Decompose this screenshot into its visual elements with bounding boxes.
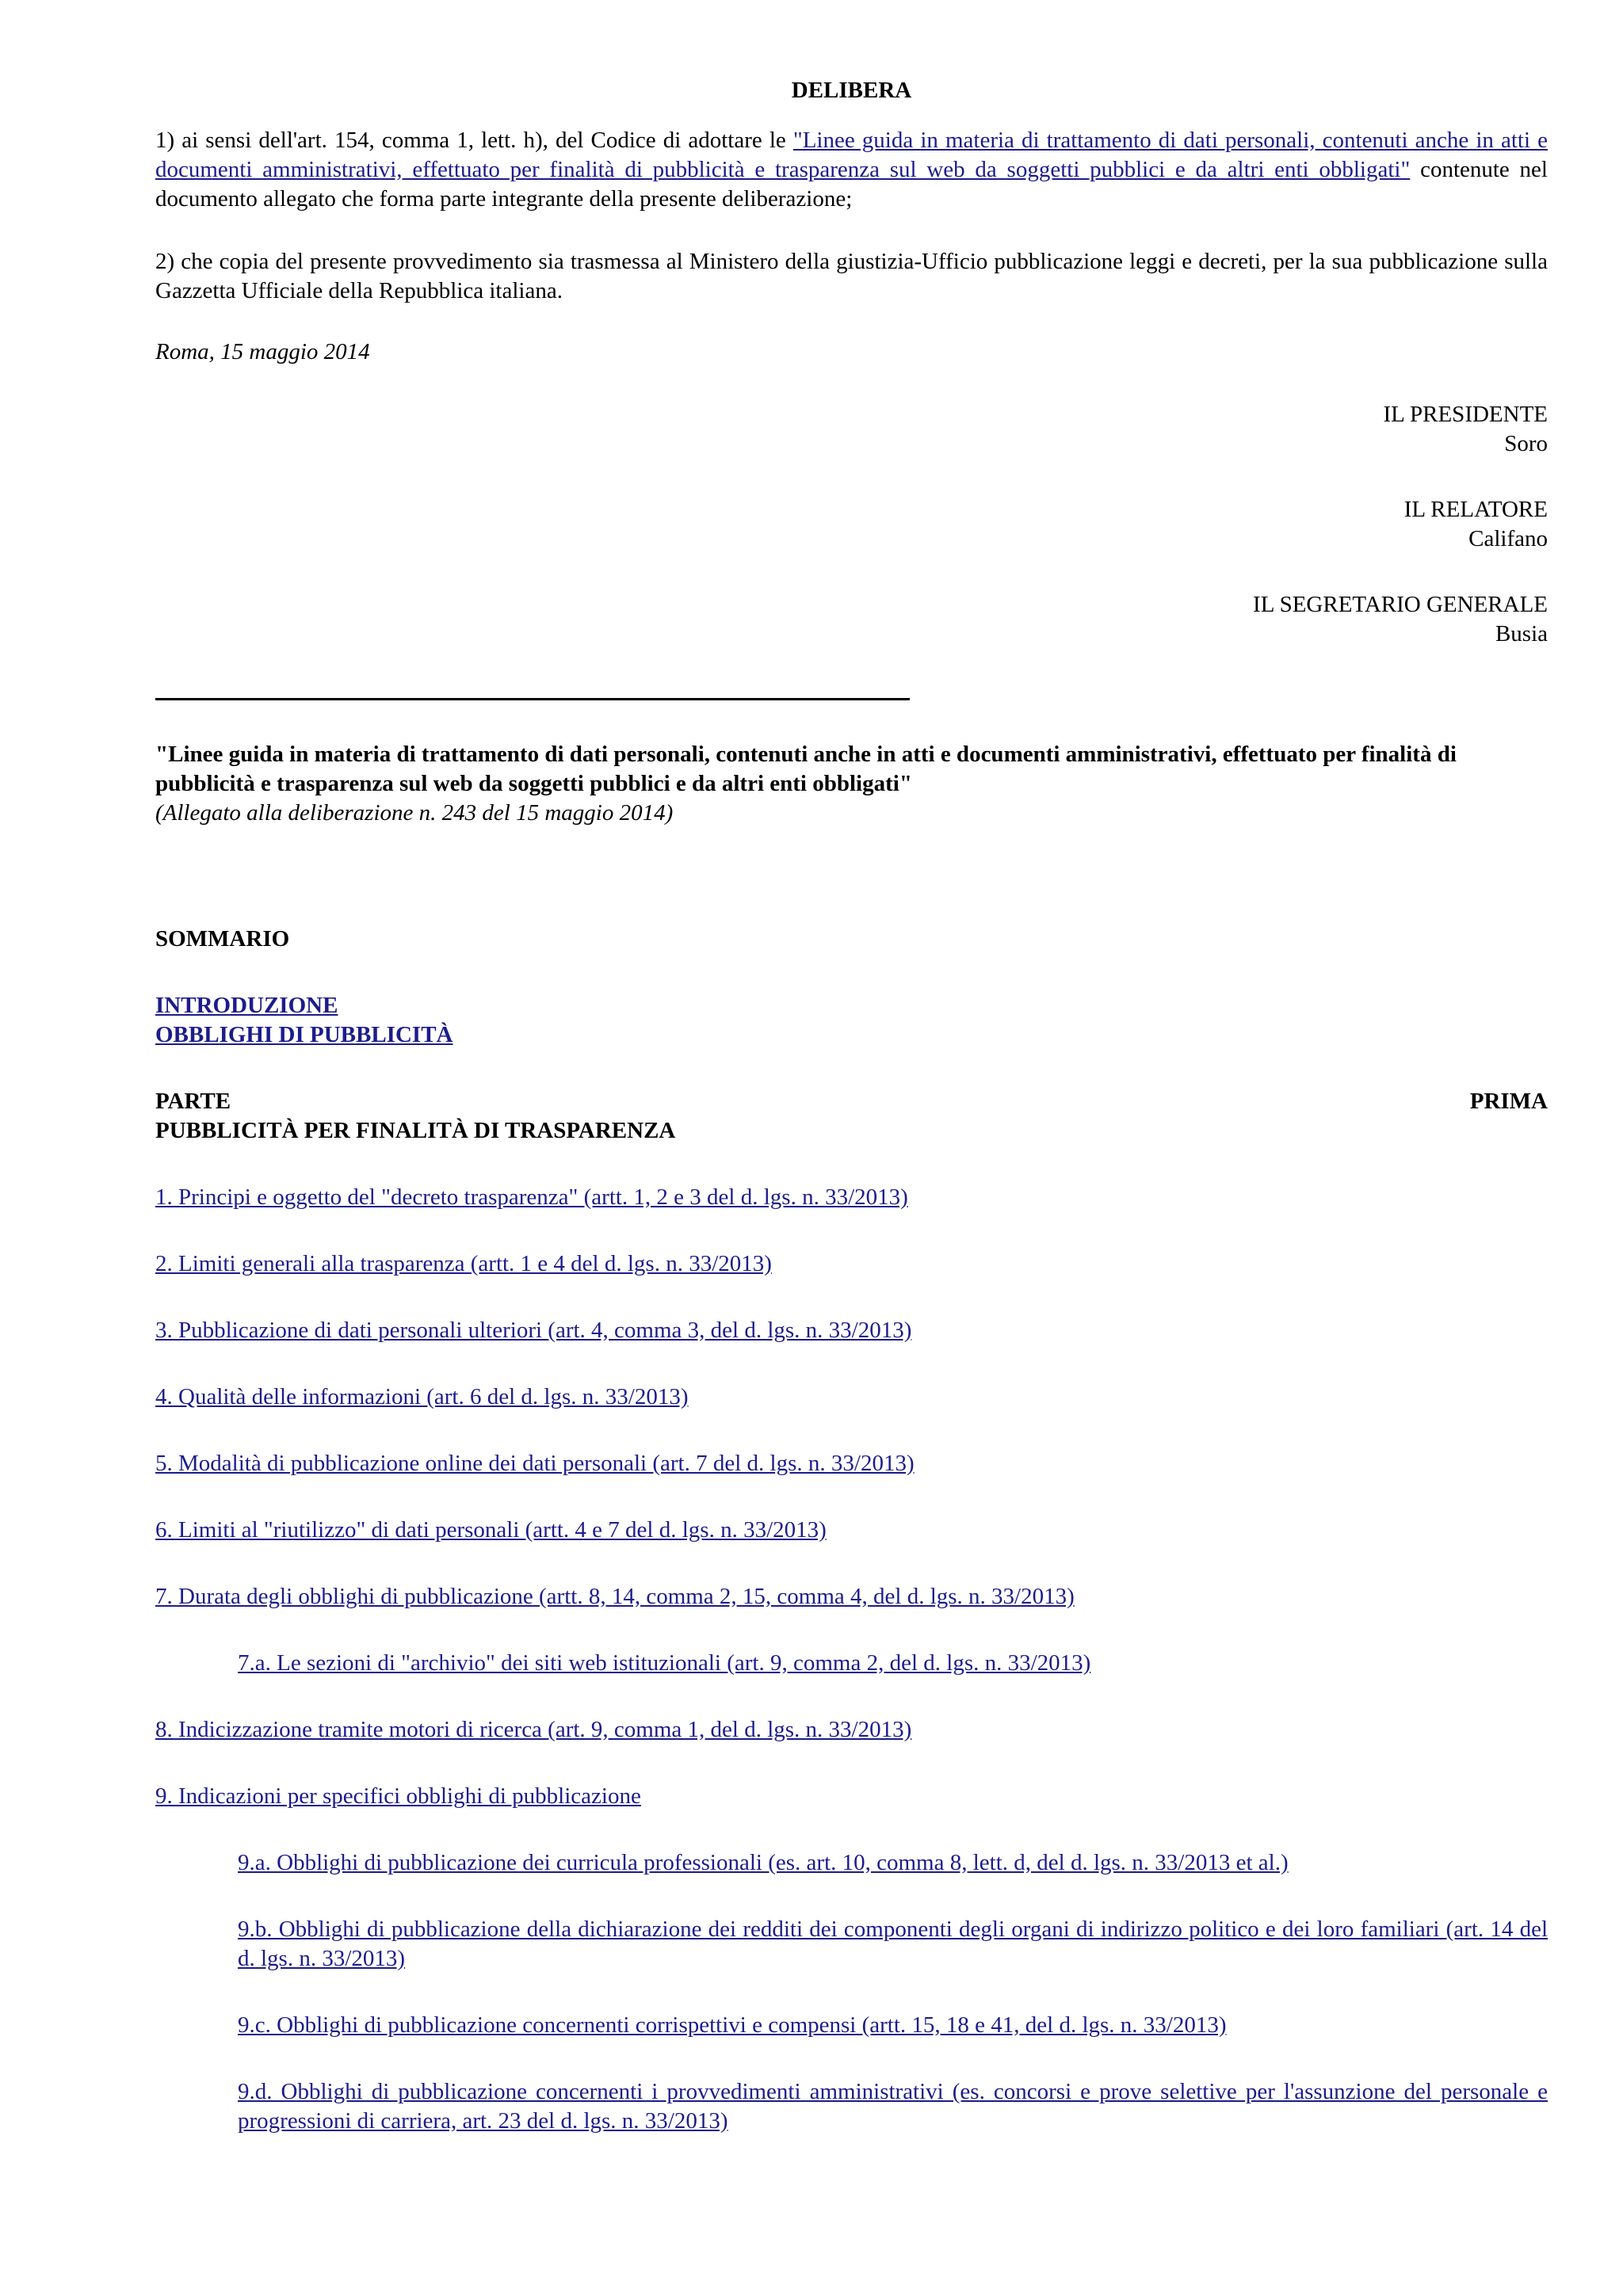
part-heading [155, 1087, 1548, 1116]
toc-link[interactable]: 9. Indicazioni per specifici obblighi di pubblicazione [155, 1783, 641, 1809]
toc-item [155, 1183, 1548, 1212]
toc-subitem [238, 1915, 1548, 1974]
toc-link[interactable]: 6. Limiti al "riutilizzo" di dati personali (artt. 4 e 7 del d. lgs. n. 33/2013) [155, 1517, 827, 1543]
deliberation-point-1 [155, 126, 1548, 214]
signature-role: IL PRESIDENTE [1383, 402, 1548, 427]
signature-name: Califano [1468, 526, 1548, 551]
annex-title: "Linee guida in materia di trattamento di dati personali, contenuti anche in atti e documenti amministrativi, effettuato per finalità di pubblicità e trasparenza sul web da soggetti pubblici e da altri enti obbligati" [155, 742, 1457, 796]
toc-subitem [238, 2077, 1548, 2136]
toc-subitem [238, 1848, 1548, 1878]
summary-top-links [155, 991, 1548, 1050]
toc-item [155, 1249, 1548, 1279]
toc-link-introduzione[interactable]: INTRODUZIONE [155, 993, 338, 1018]
toc-item [155, 1383, 1548, 1412]
place-date: Roma, 15 maggio 2014 [155, 339, 370, 364]
toc-link[interactable]: 2. Limiti generali alla trasparenza (artt. 1 e 4 del d. lgs. n. 33/2013) [155, 1251, 772, 1276]
summary-heading: SOMMARIO [155, 926, 290, 952]
toc-link-obblighi[interactable]: OBBLIGHI DI PUBBLICITÀ [155, 1022, 453, 1047]
point-1-suffix: contenute nel documento allegato che forma parte integrante della presente deliberazione; [155, 157, 1548, 212]
part-label-left: PARTE [155, 1089, 231, 1114]
signature-role: IL SEGRETARIO GENERALE [1253, 592, 1548, 617]
toc-link[interactable]: 7.a. Le sezioni di "archivio" dei siti web istituzionali (art. 9, comma 2, del d. lgs. n. 33/2013) [238, 1650, 1091, 1676]
toc-item [155, 1516, 1548, 1545]
toc-item [155, 1782, 1548, 1811]
signature-secretary [155, 590, 1548, 649]
toc-link[interactable]: 3. Pubblicazione di dati personali ulteriori (art. 4, comma 3, del d. lgs. n. 33/2013) [155, 1318, 912, 1343]
section-divider [155, 698, 910, 700]
toc-link[interactable]: 1. Principi e oggetto del "decreto trasparenza" (artt. 1, 2 e 3 del d. lgs. n. 33/2013) [155, 1184, 908, 1210]
part-label-right: PRIMA [1469, 1089, 1548, 1114]
signature-name: Busia [1495, 621, 1548, 646]
toc-subitem [238, 2011, 1548, 2040]
signature-rapporteur [155, 495, 1548, 554]
spacer [155, 828, 1548, 925]
guidelines-link[interactable]: "Linee guida in materia di trattamento di dati personali, contenuti anche in atti e documenti amministrativi, effettuato per finalità di pubblicità e trasparenza sul web da soggetti pubblici e da altri enti obbligati" [155, 128, 1548, 182]
toc-link[interactable]: 7. Durata degli obblighi di pubblicazione (artt. 8, 14, comma 2, 15, comma 4, del d. lgs. n. 33/2013) [155, 1584, 1075, 1609]
toc-subitem [238, 1649, 1548, 1678]
toc-link[interactable]: 8. Indicizzazione tramite motori di ricerca (art. 9, comma 1, del d. lgs. n. 33/2013) [155, 1717, 912, 1742]
deliberation-point-2: 2) che copia del presente provvedimento sia trasmessa al Ministero della giustizia-Ufficio pubblicazione leggi e decreti, per la sua pubblicazione sulla Gazzetta Ufficiale della Repubblica italiana. [155, 249, 1548, 303]
toc-link[interactable]: 9.d. Obblighi di pubblicazione concernenti i provvedimenti amministrativi (es. concorsi e prove selettive per l'assunzione del personale e progressioni di carriera, art. 23 del d. lgs. n. 33/2013) [238, 2079, 1548, 2134]
toc-link[interactable]: 9.b. Obblighi di pubblicazione della dichiarazione dei redditi dei componenti degli organi di indirizzo politico e dei loro familiari (art. 14 del d. lgs. n. 33/2013) [238, 1917, 1548, 1971]
signature-president [155, 400, 1548, 459]
signature-name: Soro [1504, 431, 1548, 456]
toc-item [155, 1715, 1548, 1745]
toc-link[interactable]: 5. Modalità di pubblicazione online dei dati personali (art. 7 del d. lgs. n. 33/2013) [155, 1451, 915, 1476]
toc-link[interactable]: 4. Qualità delle informazioni (art. 6 del d. lgs. n. 33/2013) [155, 1384, 689, 1409]
toc-link[interactable]: 9.a. Obblighi di pubblicazione dei curricula professionali (es. art. 10, comma 8, lett. d, del d. lgs. n. 33/2013 et al.) [238, 1850, 1289, 1875]
toc-link[interactable]: 9.c. Obblighi di pubblicazione concernenti corrispettivi e compensi (artt. 15, 18 e 41, del d. lgs. n. 33/2013) [238, 2012, 1227, 2038]
toc-item [155, 1449, 1548, 1478]
document-page [155, 76, 1548, 2173]
toc-item [155, 1582, 1548, 1611]
point-1-prefix: 1) ai sensi dell'art. 154, comma 1, lett. h), del Codice di adottare le [155, 128, 793, 153]
annex-subtitle: (Allegato alla deliberazione n. 243 del 15 maggio 2014) [155, 800, 674, 826]
page-title: DELIBERA [791, 78, 912, 103]
part-title: PUBBLICITÀ PER FINALITÀ DI TRASPARENZA [155, 1118, 676, 1143]
signature-role: IL RELATORE [1403, 497, 1548, 522]
toc-item [155, 1316, 1548, 1345]
